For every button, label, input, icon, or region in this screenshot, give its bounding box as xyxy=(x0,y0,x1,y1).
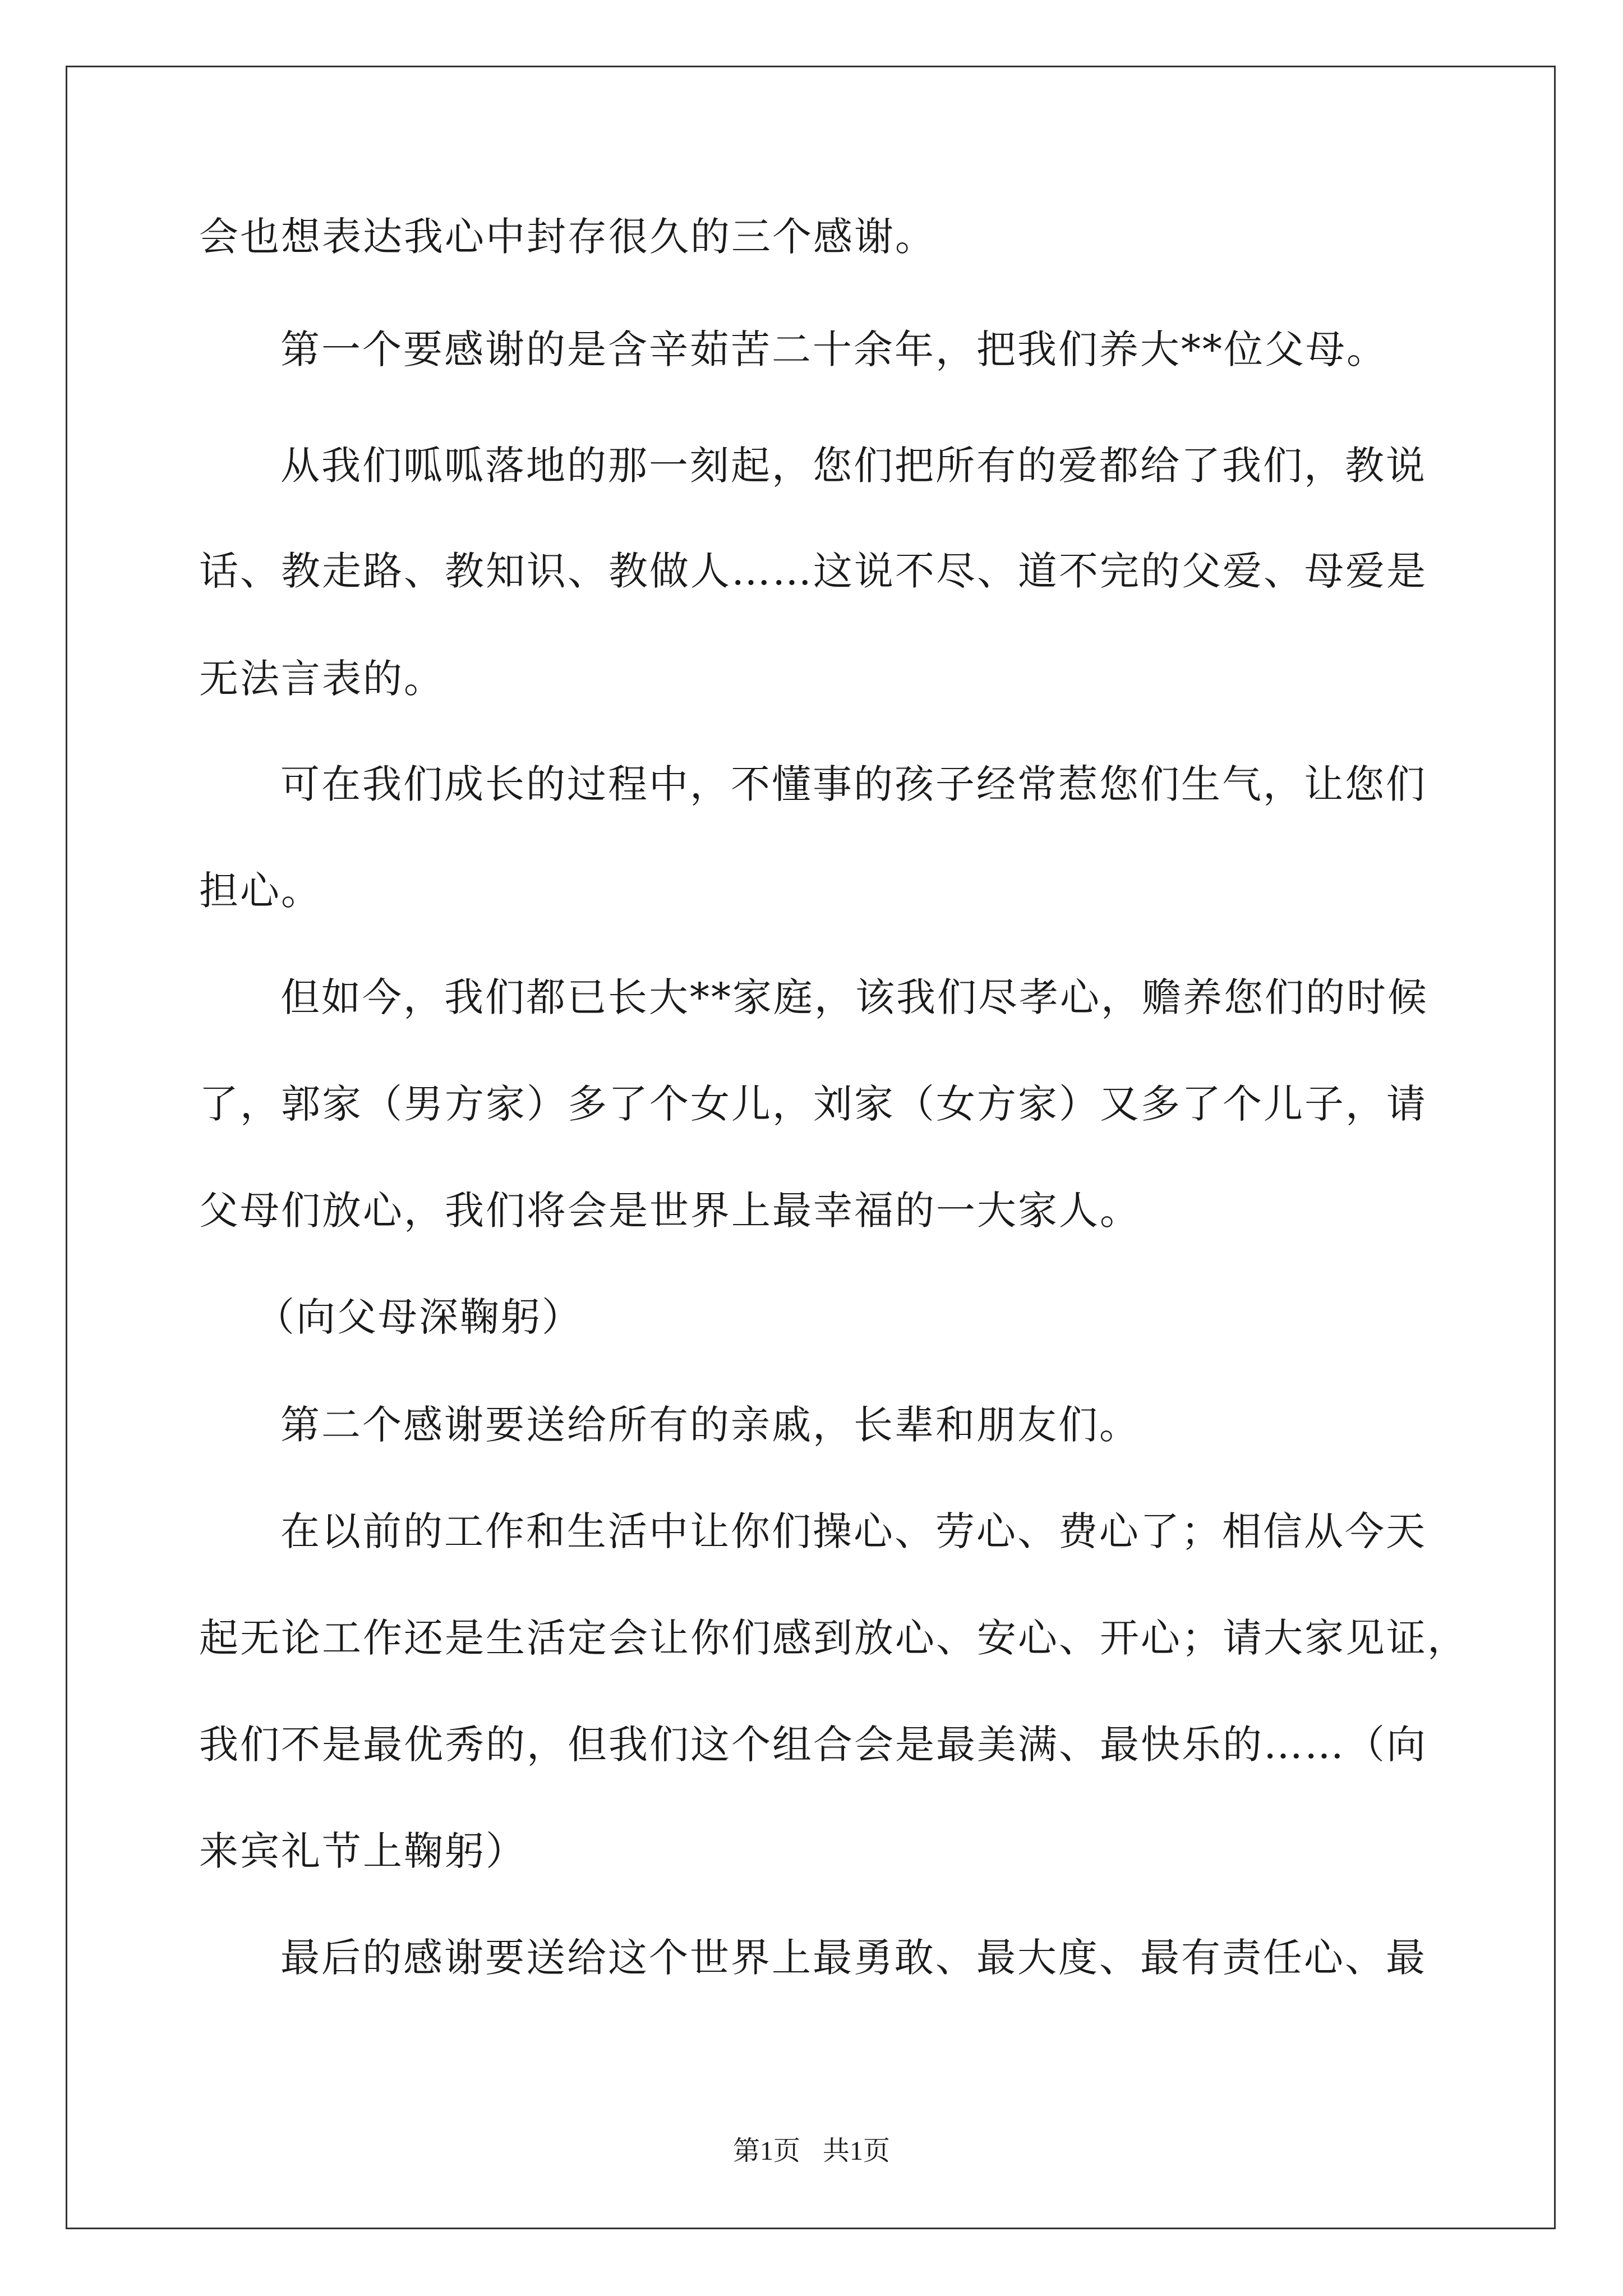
text-line: 无法言表的。 xyxy=(199,656,445,702)
text-line: 父母们放心，我们将会是世界上最幸福的一大家人。 xyxy=(199,1188,1141,1234)
stage-direction: （向父母深鞠躬） xyxy=(255,1294,583,1340)
text-line: 从我们呱呱落地的那一刻起，您们把所有的爱都给了我们，教说 xyxy=(280,443,1427,489)
text-line: 来宾礼节上鞠躬） xyxy=(199,1828,527,1874)
text-line: 在以前的工作和生活中让你们操心、劳心、费心了；相信从今天 xyxy=(280,1508,1427,1554)
paragraph-final-thanks: 最后的感谢要送给这个世界上最勇敢、最大度、最有责任心、最 xyxy=(280,1935,1427,1981)
page-border xyxy=(66,66,1556,2229)
paragraph-second-thanks: 第二个感谢要送给所有的亲戚，长辈和朋友们。 xyxy=(280,1402,1140,1448)
text-line: 我们不是最优秀的，但我们这个组合会是最美满、最快乐的……（向 xyxy=(199,1722,1427,1768)
text-line: 了，郭家（男方家）多了个女儿，刘家（女方家）又多了个儿子，请 xyxy=(199,1081,1427,1127)
paragraph-first-thanks: 第一个要感谢的是含辛茹苦二十余年，把我们养大**位父母。 xyxy=(280,326,1387,372)
page-footer xyxy=(0,2134,1623,2168)
page-total: 共1页 xyxy=(823,2136,891,2166)
text-line: 会也想表达我心中封存很久的三个感谢。 xyxy=(199,214,936,260)
text-line: 话、教走路、教知识、教做人……这说不尽、道不完的父爱、母爱是 xyxy=(199,548,1427,594)
page-number: 第1页 xyxy=(732,2136,800,2166)
text-line: 但如今，我们都已长大**家庭，该我们尽孝心，赡养您们的时候 xyxy=(280,974,1428,1020)
text-line: 起无论工作还是生活定会让你们感到放心、安心、开心；请大家见证， xyxy=(199,1615,1468,1661)
text-line: 可在我们成长的过程中，不懂事的孩子经常惹您们生气，让您们 xyxy=(280,761,1427,807)
text-line: 担心。 xyxy=(199,868,322,914)
